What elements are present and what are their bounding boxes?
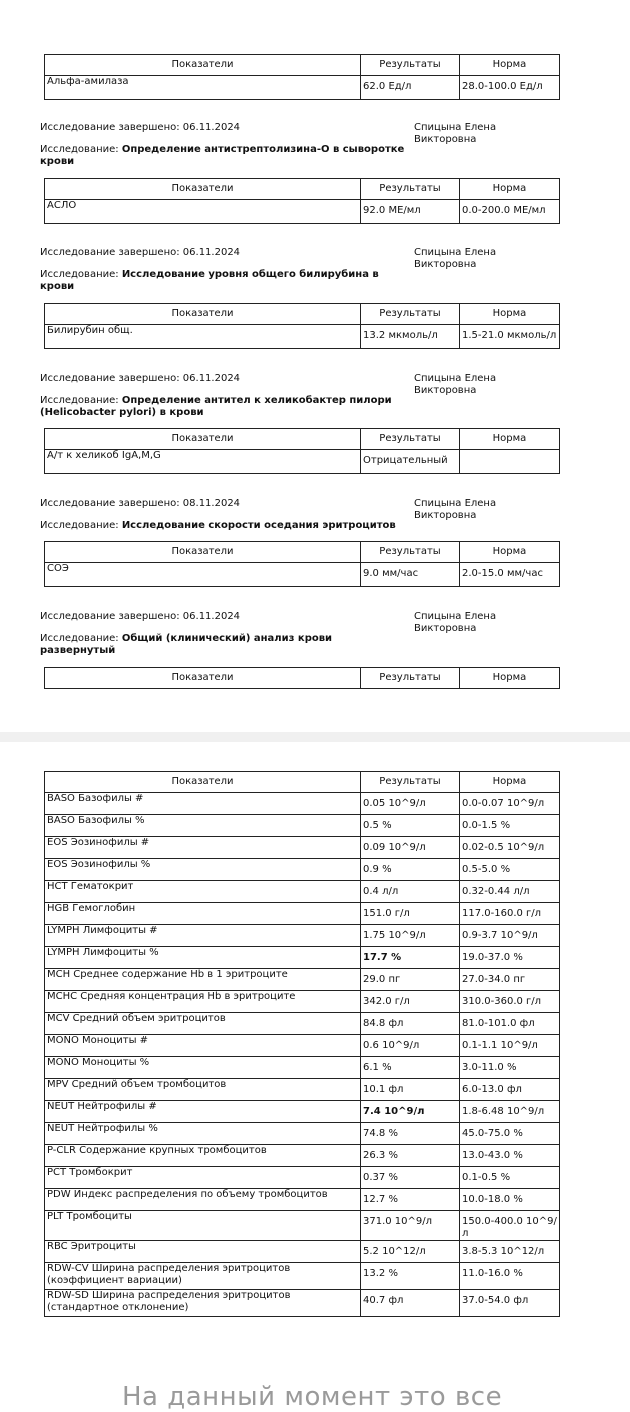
indicator-norm: 1.5-21.0 мкмоль/л xyxy=(460,325,560,349)
end-of-results-message: На данный момент это все xyxy=(122,1382,503,1412)
indicator-result: 1.75 10^9/л xyxy=(361,925,460,947)
table-row xyxy=(45,450,560,474)
col-header-norm: Норма xyxy=(460,772,560,793)
indicator-norm: 150.0-400.0 10^9/л xyxy=(460,1211,560,1241)
indicator-result: 40.7 фл xyxy=(361,1290,460,1317)
results-table-cbc xyxy=(44,771,560,1317)
indicator-norm xyxy=(460,450,560,474)
indicator-result: 342.0 г/л xyxy=(361,991,460,1013)
indicator-norm: 10.0-18.0 % xyxy=(460,1189,560,1211)
study-title: Исследование: Исследование уровня общего билирубина в крови xyxy=(40,269,379,292)
indicator-result: 92.0 МЕ/мл xyxy=(361,200,460,224)
table-header-row xyxy=(45,55,560,76)
study-doctor: Спицына Елена Викторовна xyxy=(414,498,497,521)
indicator-result: 12.7 % xyxy=(361,1189,460,1211)
indicator-result: 0.4 л/л xyxy=(361,881,460,903)
indicator-result: 0.9 % xyxy=(361,859,460,881)
indicator-name: Альфа-амилаза xyxy=(45,76,361,100)
results-table-amylase xyxy=(44,54,560,100)
study-doctor: Спицына Елена Викторовна xyxy=(414,373,497,396)
indicator-result: Отрицательный xyxy=(361,450,460,474)
study-completed-date: Исследование завершено: 08.11.2024 xyxy=(40,498,241,509)
col-header-indicators: Показатели xyxy=(45,304,361,325)
col-header-indicators: Показатели xyxy=(45,179,361,200)
col-header-indicators: Показатели xyxy=(45,429,361,450)
indicator-norm: 19.0-37.0 % xyxy=(460,947,560,969)
results-table-cbc-header xyxy=(44,667,560,689)
indicator-norm: 0.0-1.5 % xyxy=(460,815,560,837)
col-header-results: Результаты xyxy=(361,429,460,450)
indicator-result: 0.09 10^9/л xyxy=(361,837,460,859)
indicator-norm: 310.0-360.0 г/л xyxy=(460,991,560,1013)
table-row xyxy=(45,1057,560,1079)
table-row xyxy=(45,563,560,587)
indicator-norm: 0.32-0.44 л/л xyxy=(460,881,560,903)
col-header-norm: Норма xyxy=(460,429,560,450)
indicator-name: NEUT Нейтрофилы % xyxy=(45,1123,361,1145)
indicator-result: 10.1 фл xyxy=(361,1079,460,1101)
study-doctor: Спицына Елена Викторовна xyxy=(414,611,497,634)
results-table-esr xyxy=(44,541,560,587)
table-row xyxy=(45,947,560,969)
indicator-norm: 2.0-15.0 мм/час xyxy=(460,563,560,587)
table-row xyxy=(45,1079,560,1101)
col-header-results: Результаты xyxy=(361,542,460,563)
indicator-norm: 11.0-16.0 % xyxy=(460,1263,560,1290)
indicator-result: 62.0 Ед/л xyxy=(361,76,460,100)
indicator-name: NEUT Нейтрофилы # xyxy=(45,1101,361,1123)
indicator-result: 371.0 10^9/л xyxy=(361,1211,460,1241)
indicator-name: А/т к хеликоб IgA,M,G xyxy=(45,450,361,474)
col-header-norm: Норма xyxy=(460,55,560,76)
results-table-bilirubin xyxy=(44,303,560,349)
study-doctor: Спицына Елена Викторовна xyxy=(414,247,497,270)
col-header-norm: Норма xyxy=(460,179,560,200)
indicator-result: 13.2 % xyxy=(361,1263,460,1290)
indicator-name: HCT Гематокрит xyxy=(45,881,361,903)
study-title: Исследование: Определение антител к хеликобактер пилори (Helicobacter pylori) в крови xyxy=(40,395,392,418)
col-header-indicators: Показатели xyxy=(45,542,361,563)
indicator-name: BASO Базофилы % xyxy=(45,815,361,837)
col-header-results: Результаты xyxy=(361,772,460,793)
indicator-name: HGB Гемоглобин xyxy=(45,903,361,925)
table-header-row xyxy=(45,179,560,200)
col-header-indicators: Показатели xyxy=(45,55,361,76)
indicator-norm: 117.0-160.0 г/л xyxy=(460,903,560,925)
table-header-row xyxy=(45,429,560,450)
table-header-row xyxy=(45,542,560,563)
indicator-name: MONO Моноциты % xyxy=(45,1057,361,1079)
study-completed-date: Исследование завершено: 06.11.2024 xyxy=(40,122,241,133)
indicator-result: 74.8 % xyxy=(361,1123,460,1145)
indicator-name: RDW-SD Ширина распределения эритроцитов (стандартное отклонение) xyxy=(45,1290,361,1317)
table-row xyxy=(45,881,560,903)
indicator-name: RDW-CV Ширина распределения эритроцитов (коэффициент вариации) xyxy=(45,1263,361,1290)
indicator-result: 0.05 10^9/л xyxy=(361,793,460,815)
table-row xyxy=(45,1035,560,1057)
table-row xyxy=(45,1290,560,1317)
table-row xyxy=(45,200,560,224)
indicator-norm: 0.9-3.7 10^9/л xyxy=(460,925,560,947)
indicator-norm: 0.0-200.0 МЕ/мл xyxy=(460,200,560,224)
indicator-norm: 0.02-0.5 10^9/л xyxy=(460,837,560,859)
indicator-result: 5.2 10^12/л xyxy=(361,1241,460,1263)
table-row xyxy=(45,969,560,991)
indicator-norm: 81.0-101.0 фл xyxy=(460,1013,560,1035)
indicator-name: PLT Тромбоциты xyxy=(45,1211,361,1241)
indicator-name: MPV Средний объем тромбоцитов xyxy=(45,1079,361,1101)
indicator-result: 7.4 10^9/л xyxy=(361,1101,460,1123)
col-header-results: Результаты xyxy=(361,304,460,325)
study-completed-date: Исследование завершено: 06.11.2024 xyxy=(40,611,241,622)
report-page-2 xyxy=(0,742,630,1400)
col-header-norm: Норма xyxy=(460,542,560,563)
col-header-results: Результаты xyxy=(361,668,460,689)
study-completed-date: Исследование завершено: 06.11.2024 xyxy=(40,247,241,258)
table-header-row xyxy=(45,668,560,689)
indicator-name: PDW Индекс распределения по объему тромбоцитов xyxy=(45,1189,361,1211)
indicator-name: P-CLR Содержание крупных тромбоцитов xyxy=(45,1145,361,1167)
table-row xyxy=(45,903,560,925)
indicator-norm: 27.0-34.0 пг xyxy=(460,969,560,991)
table-row xyxy=(45,1211,560,1241)
study-title: Исследование: Исследование скорости оседания эритроцитов xyxy=(40,520,396,531)
indicator-norm: 1.8-6.48 10^9/л xyxy=(460,1101,560,1123)
table-row xyxy=(45,1189,560,1211)
indicator-result: 13.2 мкмоль/л xyxy=(361,325,460,349)
study-completed-date: Исследование завершено: 06.11.2024 xyxy=(40,373,241,384)
indicator-name: MCH Среднее содержание Hb в 1 эритроците xyxy=(45,969,361,991)
indicator-norm: 0.5-5.0 % xyxy=(460,859,560,881)
table-row xyxy=(45,1013,560,1035)
indicator-result: 29.0 пг xyxy=(361,969,460,991)
indicator-name: Билирубин общ. xyxy=(45,325,361,349)
indicator-name: BASO Базофилы # xyxy=(45,793,361,815)
indicator-name: RBC Эритроциты xyxy=(45,1241,361,1263)
table-row xyxy=(45,1263,560,1290)
indicator-result: 0.5 % xyxy=(361,815,460,837)
indicator-norm: 0.0-0.07 10^9/л xyxy=(460,793,560,815)
study-title: Исследование: Определение антистрептолизина-О в сыворотке крови xyxy=(40,144,405,167)
study-doctor: Спицына Елена Викторовна xyxy=(414,122,497,145)
indicator-norm: 0.1-0.5 % xyxy=(460,1167,560,1189)
results-table-aslo xyxy=(44,178,560,224)
indicator-norm: 0.1-1.1 10^9/л xyxy=(460,1035,560,1057)
table-row xyxy=(45,1145,560,1167)
col-header-results: Результаты xyxy=(361,55,460,76)
indicator-name: EOS Эозинофилы # xyxy=(45,837,361,859)
indicator-name: MONO Моноциты # xyxy=(45,1035,361,1057)
indicator-norm: 28.0-100.0 Ед/л xyxy=(460,76,560,100)
indicator-name: MCHC Средняя концентрация Hb в эритроците xyxy=(45,991,361,1013)
indicator-norm: 13.0-43.0 % xyxy=(460,1145,560,1167)
table-row xyxy=(45,1101,560,1123)
table-row xyxy=(45,815,560,837)
table-row xyxy=(45,837,560,859)
page-separator xyxy=(0,732,630,742)
table-row xyxy=(45,859,560,881)
indicator-result: 151.0 г/л xyxy=(361,903,460,925)
table-row xyxy=(45,991,560,1013)
table-header-row xyxy=(45,772,560,793)
col-header-results: Результаты xyxy=(361,179,460,200)
indicator-norm: 37.0-54.0 фл xyxy=(460,1290,560,1317)
indicator-result: 9.0 мм/час xyxy=(361,563,460,587)
indicator-name: PCT Тромбокрит xyxy=(45,1167,361,1189)
indicator-result: 0.37 % xyxy=(361,1167,460,1189)
indicator-norm: 3.8-5.3 10^12/л xyxy=(460,1241,560,1263)
indicator-norm: 3.0-11.0 % xyxy=(460,1057,560,1079)
table-row xyxy=(45,793,560,815)
indicator-result: 0.6 10^9/л xyxy=(361,1035,460,1057)
results-table-helicobacter xyxy=(44,428,560,474)
table-row xyxy=(45,925,560,947)
indicator-result: 17.7 % xyxy=(361,947,460,969)
table-row xyxy=(45,76,560,100)
col-header-indicators: Показатели xyxy=(45,772,361,793)
indicator-result: 6.1 % xyxy=(361,1057,460,1079)
table-row xyxy=(45,1167,560,1189)
indicator-norm: 45.0-75.0 % xyxy=(460,1123,560,1145)
col-header-norm: Норма xyxy=(460,304,560,325)
indicator-result: 84.8 фл xyxy=(361,1013,460,1035)
indicator-name: АСЛО xyxy=(45,200,361,224)
table-row xyxy=(45,1123,560,1145)
col-header-indicators: Показатели xyxy=(45,668,361,689)
indicator-norm: 6.0-13.0 фл xyxy=(460,1079,560,1101)
indicator-name: LYMPH Лимфоциты % xyxy=(45,947,361,969)
indicator-result: 26.3 % xyxy=(361,1145,460,1167)
indicator-name: MCV Средний объем эритроцитов xyxy=(45,1013,361,1035)
indicator-name: СОЭ xyxy=(45,563,361,587)
indicator-name: LYMPH Лимфоциты # xyxy=(45,925,361,947)
table-header-row xyxy=(45,304,560,325)
table-row xyxy=(45,325,560,349)
table-row xyxy=(45,1241,560,1263)
study-title: Исследование: Общий (клинический) анализ крови развернутый xyxy=(40,633,333,656)
col-header-norm: Норма xyxy=(460,668,560,689)
indicator-name: EOS Эозинофилы % xyxy=(45,859,361,881)
